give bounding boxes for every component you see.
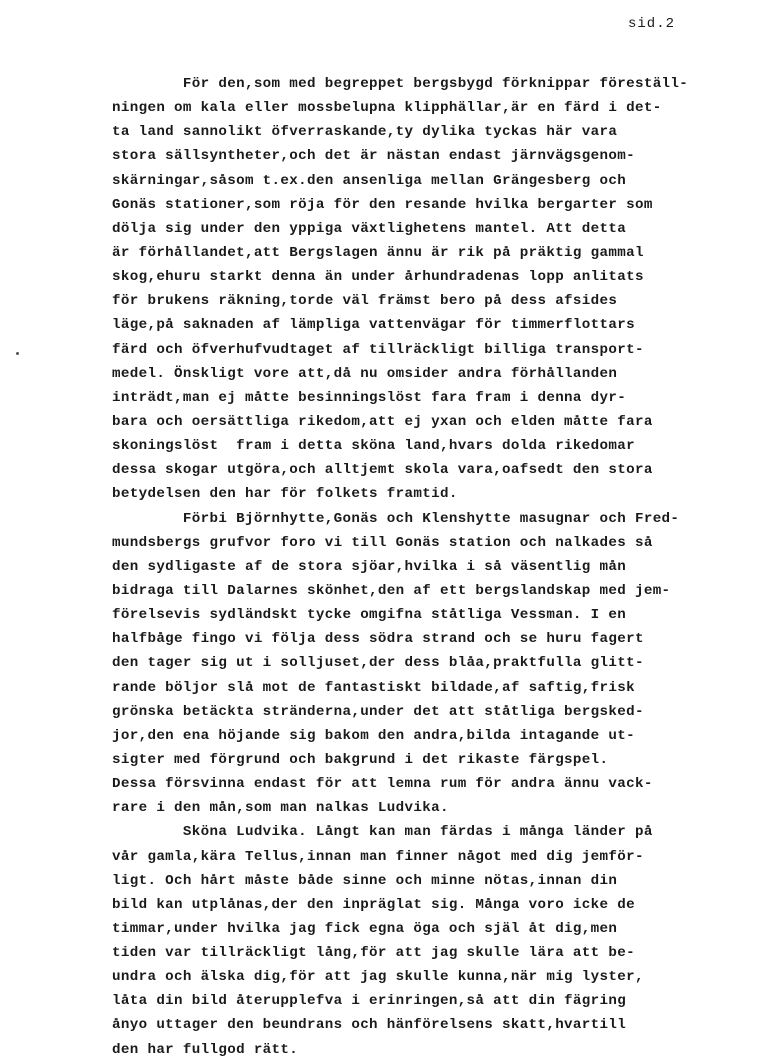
text-line: undra och älska dig,för att jag skulle kunna,när mig lyster, <box>112 969 644 986</box>
text-line: dölja sig under den yppiga växtlighetens mantel. Att detta <box>112 220 627 237</box>
text-line: timmar,under hvilka jag fick egna öga och själ åt dig,men <box>112 920 618 937</box>
text-line: rare i den mån,som man nalkas Ludvika. <box>112 800 449 817</box>
text-line: vår gamla,kära Tellus,innan man finner något med dig jemför- <box>112 848 644 865</box>
text-line: ånyo uttager den beundrans och hänförelsens skatt,hvartill <box>112 1017 627 1034</box>
margin-mark <box>16 352 19 355</box>
text-line: Dessa försvinna endast för att lemna rum för andra ännu vack- <box>112 776 653 793</box>
text-line: Förbi Björnhytte,Gonäs och Klenshytte masugnar och Fred- <box>112 510 680 527</box>
text-line: bild kan utplånas,der den inpräglat sig. Många voro icke de <box>112 896 635 913</box>
text-line: läge,på saknaden af lämpliga vattenvägar för timmerflottars <box>112 317 635 334</box>
text-line: är förhållandet,att Bergslagen ännu är rik på präktig gammal <box>112 244 644 261</box>
text-line: rande böljor slå mot de fantastiskt bildade,af saftig,frisk <box>112 679 635 696</box>
text-line: sigter med förgrund och bakgrund i det rikaste färgspel. <box>112 751 609 768</box>
text-line: förelsevis sydländskt tycke omgifna ståtliga Vessman. I en <box>112 607 627 624</box>
text-line: den har fullgod rätt. <box>112 1041 299 1058</box>
text-line: dessa skogar utgöra,och alltjemt skola vara,oafsedt den stora <box>112 462 653 479</box>
text-line: grönska betäckta stränderna,under det att ståtliga bergsked- <box>112 703 644 720</box>
text-line: halfbåge fingo vi följa dess södra strand och se huru fagert <box>112 631 644 648</box>
text-line: skoningslöst fram i detta sköna land,hvars dolda rikedomar <box>112 438 635 455</box>
text-line: bidraga till Dalarnes skönhet,den af ett bergslandskap med jem- <box>112 582 671 599</box>
text-line: tiden var tillräckligt lång,för att jag skulle lära att be- <box>112 945 635 962</box>
text-line: den tager sig ut i solljuset,der dess blåa,praktfulla glitt- <box>112 655 644 672</box>
text-line: inträdt,man ej måtte besinningslöst fara fram i denna dyr- <box>112 389 627 406</box>
text-line: färd och öfverhufvudtaget af tillräckligt billiga transport- <box>112 341 644 358</box>
text-line: den sydligaste af de stora sjöar,hvilka i så väsentlig mån <box>112 558 627 575</box>
text-line: mundsbergs grufvor foro vi till Gonäs station och nalkades så <box>112 534 653 551</box>
text-line: Gonäs stationer,som röja för den resande hvilka bergarter som <box>112 196 653 213</box>
text-line: bara och oersättliga rikedom,att ej yxan och elden måtte fara <box>112 413 653 430</box>
text-line: medel. Önskligt vore att,då nu omsider andra förhållanden <box>112 365 618 382</box>
text-line: jor,den ena höjande sig bakom den andra,bilda intagande ut- <box>112 727 635 744</box>
text-line: skärningar,såsom t.ex.den ansenliga mellan Grängesberg och <box>112 172 627 189</box>
text-line: för brukens räkning,torde väl främst bero på dess afsides <box>112 293 618 310</box>
text-line: stora sällsyntheter,och det är nästan endast järnvägsgenom- <box>112 148 635 165</box>
page-number: sid.2 <box>628 16 676 32</box>
typewritten-text-body <box>112 72 712 1062</box>
text-line: ta land sannolikt öfverraskande,ty dylika tyckas här vara <box>112 124 618 141</box>
text-line: För den,som med begreppet bergsbygd förknippar föreställ- <box>112 76 689 92</box>
text-line: Sköna Ludvika. Långt kan man färdas i många länder på <box>112 824 653 841</box>
text-line: betydelsen den har för folkets framtid. <box>112 486 458 503</box>
text-line: ligt. Och hårt måste både sinne och minne nötas,innan din <box>112 872 618 889</box>
text-line: skog,ehuru starkt denna än under århundradenas lopp anlitats <box>112 269 644 286</box>
text-line: ningen om kala eller mossbelupna klipphällar,är en färd i det- <box>112 100 662 117</box>
text-line: låta din bild återupplefva i erinringen,så att din fägring <box>112 993 627 1010</box>
